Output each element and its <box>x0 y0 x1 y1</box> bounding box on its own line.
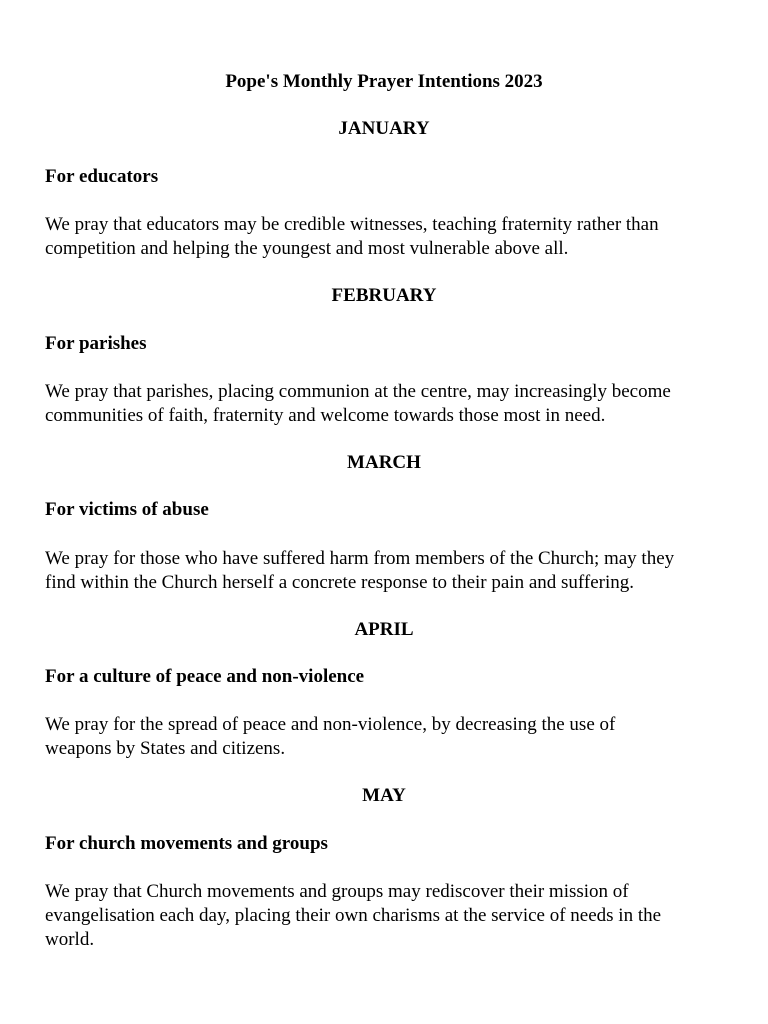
text-line: We pray that educators may be credible witnesses, teaching fraternity rather than <box>45 214 659 235</box>
text-line: find within the Church herself a concrete response to their pain and suffering. <box>45 572 634 593</box>
intention-text-february <box>45 380 725 428</box>
month-heading-may: MAY <box>362 785 406 806</box>
text-line: weapons by States and citizens. <box>45 738 286 759</box>
month-heading-february: FEBRUARY <box>331 285 437 306</box>
text-line: We pray for those who have suffered harm from members of the Church; may they <box>45 548 675 569</box>
intention-heading-january: For educators <box>45 166 159 187</box>
text-line: We pray that parishes, placing communion at the centre, may increasingly become <box>45 381 671 402</box>
intention-heading-april: For a culture of peace and non-violence <box>45 666 365 687</box>
intention-text-april <box>45 713 725 761</box>
intention-heading-may: For church movements and groups <box>45 833 328 854</box>
intention-text-january <box>45 213 725 261</box>
intention-text-march <box>45 547 725 595</box>
month-heading-april: APRIL <box>354 619 414 640</box>
text-line: competition and helping the youngest and most vulnerable above all. <box>45 238 569 259</box>
intention-heading-february: For parishes <box>45 333 147 354</box>
month-heading-january: JANUARY <box>338 118 430 139</box>
text-line: world. <box>45 929 95 950</box>
text-line: We pray for the spread of peace and non-violence, by decreasing the use of <box>45 714 616 735</box>
intention-text-may <box>45 880 725 952</box>
intention-heading-march: For victims of abuse <box>45 499 209 520</box>
document-title: Pope's Monthly Prayer Intentions 2023 <box>225 71 543 92</box>
text-line: evangelisation each day, placing their own charisms at the service of needs in the <box>45 905 662 926</box>
text-line: We pray that Church movements and groups may rediscover their mission of <box>45 881 629 902</box>
text-line: communities of faith, fraternity and welcome towards those most in need. <box>45 405 606 426</box>
month-heading-march: MARCH <box>347 452 421 473</box>
